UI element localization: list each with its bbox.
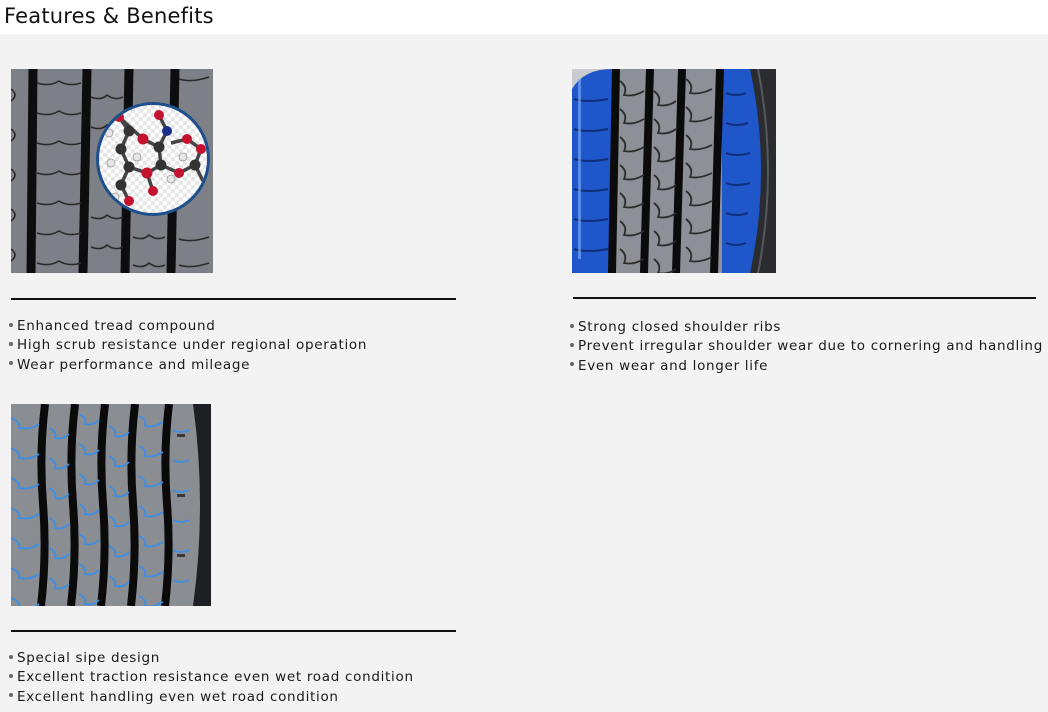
list-item [9,356,367,375]
benefit-text: Enhanced tread compound [17,318,216,334]
bullet-icon [9,361,13,365]
benefit-text: Excellent traction resistance even wet road condition [17,669,414,686]
benefit-text: Strong closed shoulder ribs [578,319,782,335]
list-item [9,317,367,336]
benefit-text: Even wear and longer life [578,357,769,374]
tread-compound-molecule-image [11,69,213,273]
page-title: Features & Benefits [4,4,214,28]
sipe-design-image [11,404,211,606]
benefit-text: Excellent handling even wet road condition [17,688,339,705]
list-item [570,318,1043,337]
list-item [570,357,1043,376]
bullet-icon [9,342,13,346]
list-item [9,336,367,355]
feature-divider [11,630,456,632]
feature-divider [11,298,456,300]
benefits-list [9,317,367,375]
bullet-icon [570,362,574,366]
benefit-text: Prevent irregular shoulder wear due to cornering and handling [578,338,1043,355]
bullet-icon [9,693,13,697]
benefits-list [9,649,414,707]
benefits-list [570,318,1043,376]
feature-divider [573,297,1036,299]
bullet-icon [9,655,13,659]
benefit-text: Special sipe design [17,650,160,666]
benefit-text: Wear performance and mileage [17,356,251,373]
bullet-icon [9,323,13,327]
closed-shoulder-ribs-image [572,69,776,273]
list-item [9,668,414,687]
bullet-icon [570,343,574,347]
list-item [570,337,1043,356]
benefit-text: High scrub resistance under regional operation [17,337,368,354]
list-item [9,688,414,707]
list-item [9,649,414,668]
bullet-icon [570,324,574,328]
bullet-icon [9,674,13,678]
